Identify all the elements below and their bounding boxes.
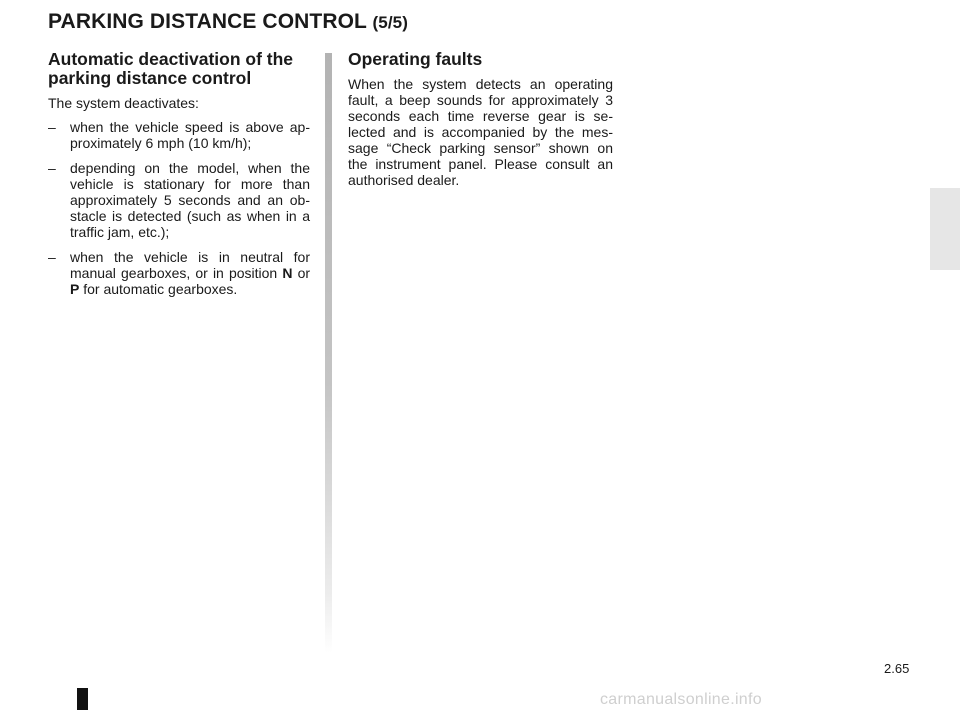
gear-n-label: N [282, 265, 293, 281]
page-number: 2.65 [884, 661, 910, 676]
gear-p-label: P [70, 281, 80, 297]
page-title-text: PARKING DISTANCE CONTROL [48, 10, 367, 33]
left-column [48, 50, 310, 306]
list-item [48, 249, 310, 297]
intro-text: The system deactivates: [48, 95, 199, 111]
list-item-text: or [297, 265, 311, 281]
list-dash: – [48, 249, 56, 265]
deactivation-list [48, 119, 310, 297]
list-item-text: depending on the model, when the vehicle is stationary for more than approximately 5 seconds and an ob- stacle is detected (such as when in a traffic jam, etc.); [70, 160, 310, 240]
right-column [348, 50, 613, 188]
list-item-text: when the vehicle speed is above ap- proximately 6 mph (10 km/h); [70, 119, 310, 151]
column-divider [325, 53, 332, 653]
list-item [48, 119, 310, 151]
chapter-tab [930, 188, 960, 270]
corner-mark [77, 688, 88, 710]
watermark-text: carmanualsonline.info [600, 691, 762, 708]
list-item-text: when the vehicle is in neutral for manual gearboxes, or in position [70, 249, 310, 281]
section-heading-deactivation: Automatic deactivation of the parking distance control [48, 49, 294, 88]
page-title-suffix: (5/5) [372, 13, 408, 32]
list-item [48, 160, 310, 240]
page-title [48, 10, 408, 34]
list-dash: – [48, 119, 56, 135]
list-item-text: for automatic gearboxes. [83, 281, 238, 297]
section-heading-operating-faults: Operating faults [348, 49, 483, 69]
operating-faults-text: When the system detects an operating fault, a beep sounds for approximately 3 seconds each time reverse gear is se- lected and is accompanied by the mes- sage “Check parking sensor” shown on the instrument panel. Please consult an authorised dealer. [348, 76, 613, 188]
list-dash: – [48, 160, 56, 176]
